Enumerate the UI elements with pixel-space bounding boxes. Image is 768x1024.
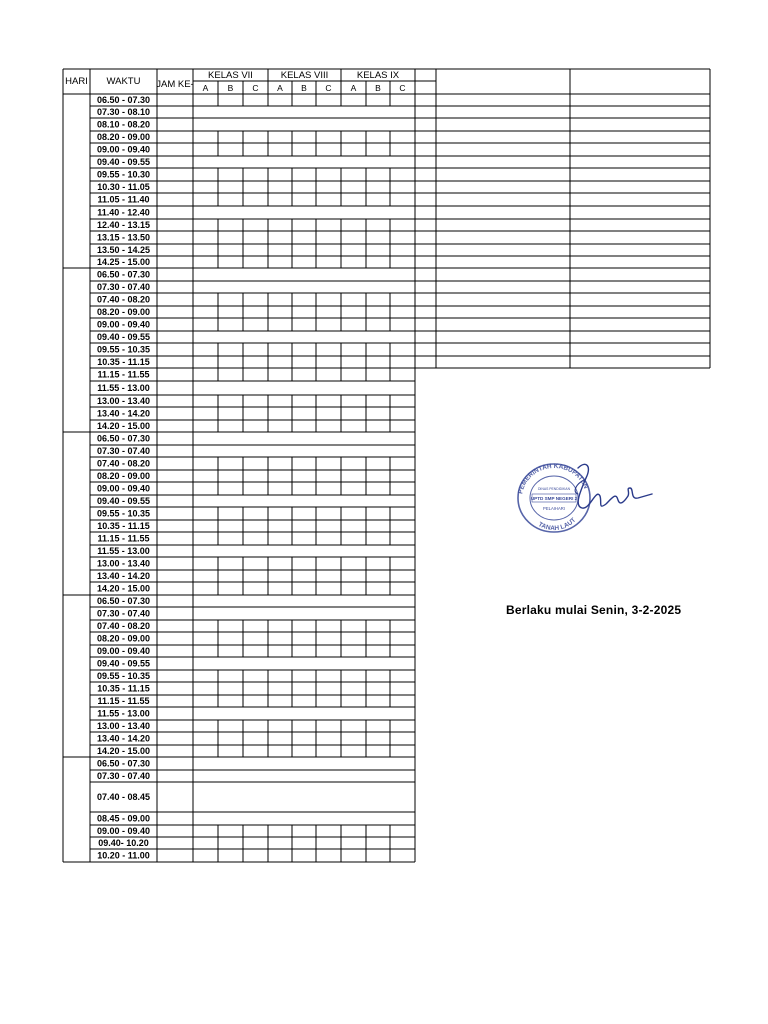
time-slot: 09.40 - 09.55 (96, 658, 151, 669)
time-slot: 11.40 - 12.40 (97, 207, 150, 218)
time-slot: 10.30 - 11.05 (97, 182, 150, 193)
header-section: C (252, 83, 259, 93)
time-slot: 09.00 - 09.40 (96, 483, 151, 494)
header-class-2: KELAS VIII (280, 70, 329, 81)
header-jam-ke: JAM KE- (156, 79, 194, 90)
time-slot: 13.40 - 14.20 (96, 571, 151, 582)
time-slot: 11.15 - 11.55 (97, 369, 150, 380)
time-slot: 08.20 - 09.00 (96, 307, 151, 318)
header-section: C (399, 83, 406, 93)
time-slot: 07.30 - 08.10 (96, 107, 151, 118)
time-slot: 13.00 - 13.40 (96, 396, 151, 407)
time-slot: 09.00 - 09.40 (96, 646, 151, 657)
header-hari: HARI (65, 76, 88, 87)
time-slot: 14.25 - 15.00 (96, 257, 151, 268)
time-slot: 14.20 - 15.00 (96, 421, 151, 432)
time-slot: 08.10 - 08.20 (96, 119, 151, 130)
time-slot: 11.55 - 13.00 (97, 546, 150, 557)
time-slot: 09.55 - 10.35 (96, 508, 151, 519)
time-slot: 11.55 - 13.00 (97, 383, 150, 394)
stamp-seal (512, 458, 662, 538)
stamp-line-1: DINAS PENDIDIKAN (537, 487, 571, 491)
time-slot: 06.50 - 07.30 (96, 95, 151, 106)
time-slot: 08.20 - 09.00 (96, 132, 151, 143)
stamp-line-2: UPTD SMP NEGERI 2 (530, 496, 578, 501)
time-slot: 09.40- 10.20 (98, 838, 149, 849)
time-slot: 13.15 - 13.50 (96, 232, 151, 243)
time-slot: 11.05 - 11.40 (97, 194, 150, 205)
time-slot: 07.30 - 07.40 (96, 608, 151, 619)
svg-text:TANAH LAUT (537, 517, 577, 532)
header-section: C (325, 83, 332, 93)
time-slot: 08.20 - 09.00 (96, 633, 151, 644)
time-slot: 10.35 - 11.15 (97, 357, 150, 368)
time-slot: 13.00 - 13.40 (96, 558, 151, 569)
header-section: B (375, 83, 381, 93)
time-slot: 09.55 - 10.35 (96, 344, 151, 355)
header-waktu: WAKTU (106, 76, 141, 87)
header-class-1: KELAS VII (208, 70, 253, 81)
header-section: A (202, 83, 209, 93)
time-slot: 06.50 - 07.30 (96, 269, 151, 280)
time-slot: 11.15 - 11.55 (97, 696, 150, 707)
time-slot: 14.20 - 15.00 (96, 746, 151, 757)
time-slot: 11.15 - 11.55 (97, 533, 150, 544)
time-slot: 07.40 - 08.45 (96, 792, 151, 803)
header-section: A (350, 83, 357, 93)
time-slot: 06.50 - 07.30 (96, 433, 151, 444)
time-slot: 13.40 - 14.20 (96, 733, 151, 744)
time-slot: 06.50 - 07.30 (96, 596, 151, 607)
time-slot: 09.00 - 09.40 (96, 144, 151, 155)
time-slot: 07.40 - 08.20 (96, 458, 151, 469)
time-slot: 07.30 - 07.40 (96, 282, 151, 293)
time-slot: 09.00 - 09.40 (96, 319, 151, 330)
header-section: B (301, 83, 307, 93)
time-slot: 09.40 - 09.55 (96, 496, 151, 507)
time-slot: 09.55 - 10.35 (96, 671, 151, 682)
header-section: B (227, 83, 234, 93)
time-slot: 10.35 - 11.15 (97, 521, 150, 532)
time-slot: 13.00 - 13.40 (96, 721, 151, 732)
time-slot: 09.40 - 09.55 (96, 332, 151, 343)
time-slot: 07.40 - 08.20 (96, 621, 151, 632)
effective-date-note: Berlaku mulai Senin, 3-2-2025 (506, 603, 682, 617)
time-slot: 11.55 - 13.00 (97, 708, 150, 719)
stamp-line-3: PELAIHARI (543, 506, 565, 511)
time-slot: 14.20 - 15.00 (96, 583, 151, 594)
time-slot: 07.30 - 07.40 (96, 446, 151, 457)
stamp-ring-top: PEMERINTAH KABUPATEN (517, 462, 590, 495)
time-slot: 13.50 - 14.25 (96, 245, 151, 256)
time-slot: 10.35 - 11.15 (97, 683, 150, 694)
time-slot: 12.40 - 13.15 (96, 220, 151, 231)
time-slot: 09.00 - 09.40 (96, 826, 151, 837)
time-slot: 08.20 - 09.00 (96, 471, 151, 482)
header-class-3: KELAS IX (356, 70, 400, 81)
header-section: A (277, 83, 283, 93)
time-slot: 13.40 - 14.20 (96, 408, 151, 419)
time-slot: 07.40 - 08.20 (96, 294, 151, 305)
time-slot: 09.55 - 10.30 (96, 169, 151, 180)
stamp-ring-bottom: TANAH LAUT (536, 516, 578, 533)
time-slot: 10.20 - 11.00 (97, 850, 150, 861)
school-stamp (512, 458, 662, 538)
time-slot: 09.40 - 09.55 (96, 157, 151, 168)
time-slot: 08.45 - 09.00 (96, 813, 151, 824)
time-slot: 07.30 - 07.40 (96, 771, 151, 782)
time-slot: 06.50 - 07.30 (96, 758, 151, 769)
